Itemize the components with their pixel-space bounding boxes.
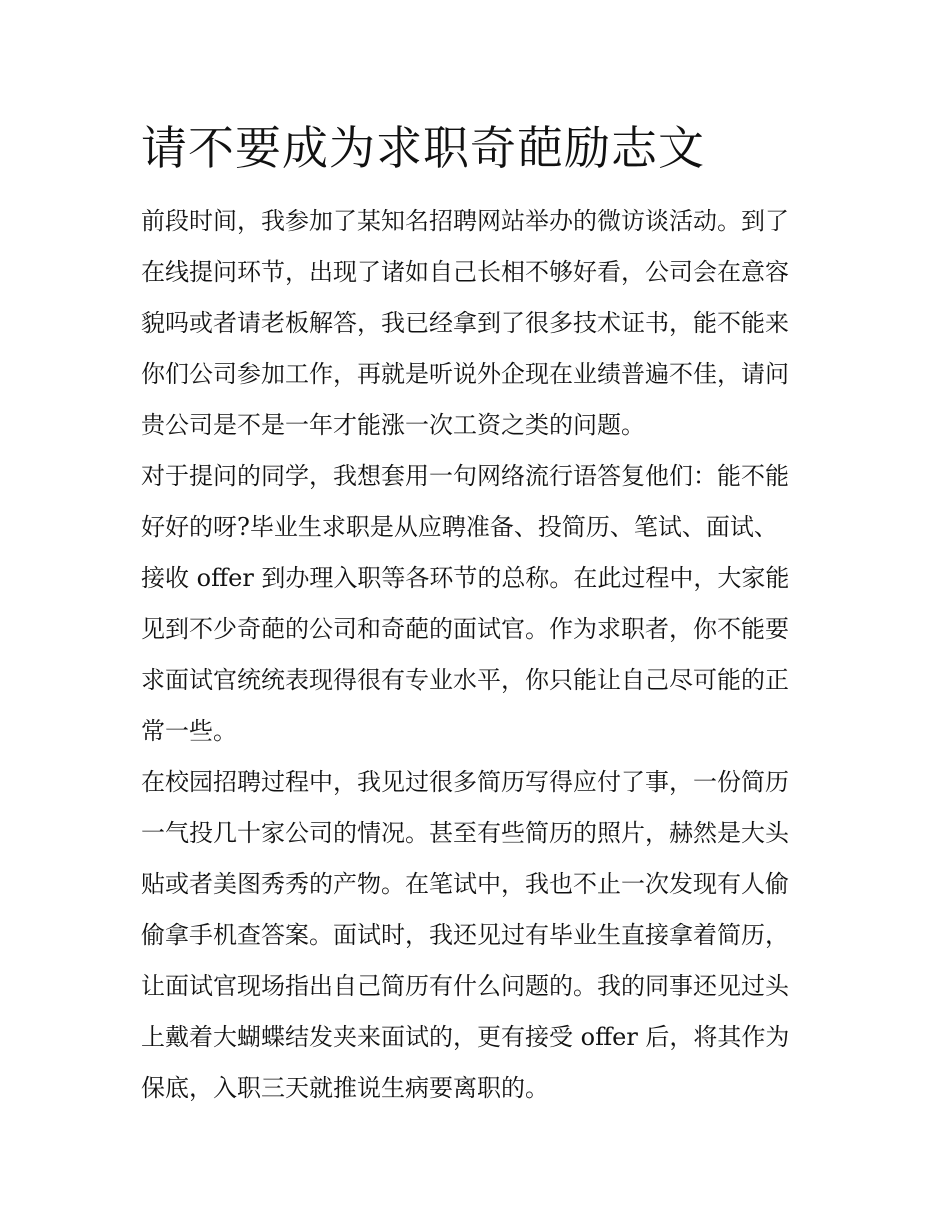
paragraph-1 (141, 196, 821, 451)
paragraph-line: 在校园招聘过程中，我见过很多简历写得应付了事，一份简历 (141, 768, 789, 796)
paragraph-line: 见到不少奇葩的公司和奇葩的面试官。作为求职者，你不能要 (141, 615, 789, 643)
paragraph-2 (141, 451, 821, 757)
paragraph-line: 贴或者美图秀秀的产物。在笔试中，我也不止一次发现有人偷 (141, 870, 789, 898)
paragraph-line: 保底，入职三天就推说生病要离职的。 (141, 1074, 549, 1102)
paragraph-3 (141, 757, 821, 1114)
paragraph-line: 好好的呀?毕业生求职是从应聘准备、投简历、笔试、面试、 (141, 513, 778, 541)
document-body (141, 196, 821, 1114)
paragraph-line: 对于提问的同学，我想套用一句网络流行语答复他们：能不能 (141, 462, 789, 490)
paragraph-line: 貌吗或者请老板解答，我已经拿到了很多技术证书，能不能来 (141, 309, 789, 337)
paragraph-line: 常一些。 (141, 717, 237, 745)
paragraph-line: 贵公司是不是一年才能涨一次工资之类的问题。 (141, 411, 645, 439)
paragraph-line: 求面试官统统表现得很有专业水平，你只能让自己尽可能的正 (141, 666, 789, 694)
paragraph-line: 上戴着大蝴蝶结发夹来面试的，更有接受 offer 后，将其作为 (141, 1023, 790, 1051)
paragraph-line: 让面试官现场指出自己简历有什么问题的。我的同事还见过头 (141, 972, 789, 1000)
paragraph-line: 一气投几十家公司的情况。甚至有些简历的照片，赫然是大头 (141, 819, 789, 847)
paragraph-line: 偷拿手机查答案。面试时，我还见过有毕业生直接拿着简历， (141, 921, 789, 949)
paragraph-line: 你们公司参加工作，再就是听说外企现在业绩普遍不佳，请问 (141, 360, 789, 388)
paragraph-line: 前段时间，我参加了某知名招聘网站举办的微访谈活动。到了 (141, 207, 789, 235)
paragraph-line: 接收 offer 到办理入职等各环节的总称。在此过程中，大家能 (141, 564, 790, 592)
paragraph-line: 在线提问环节，出现了诸如自己长相不够好看，公司会在意容 (141, 258, 789, 286)
document-title: 请不要成为求职奇葩励志文 (141, 121, 705, 175)
